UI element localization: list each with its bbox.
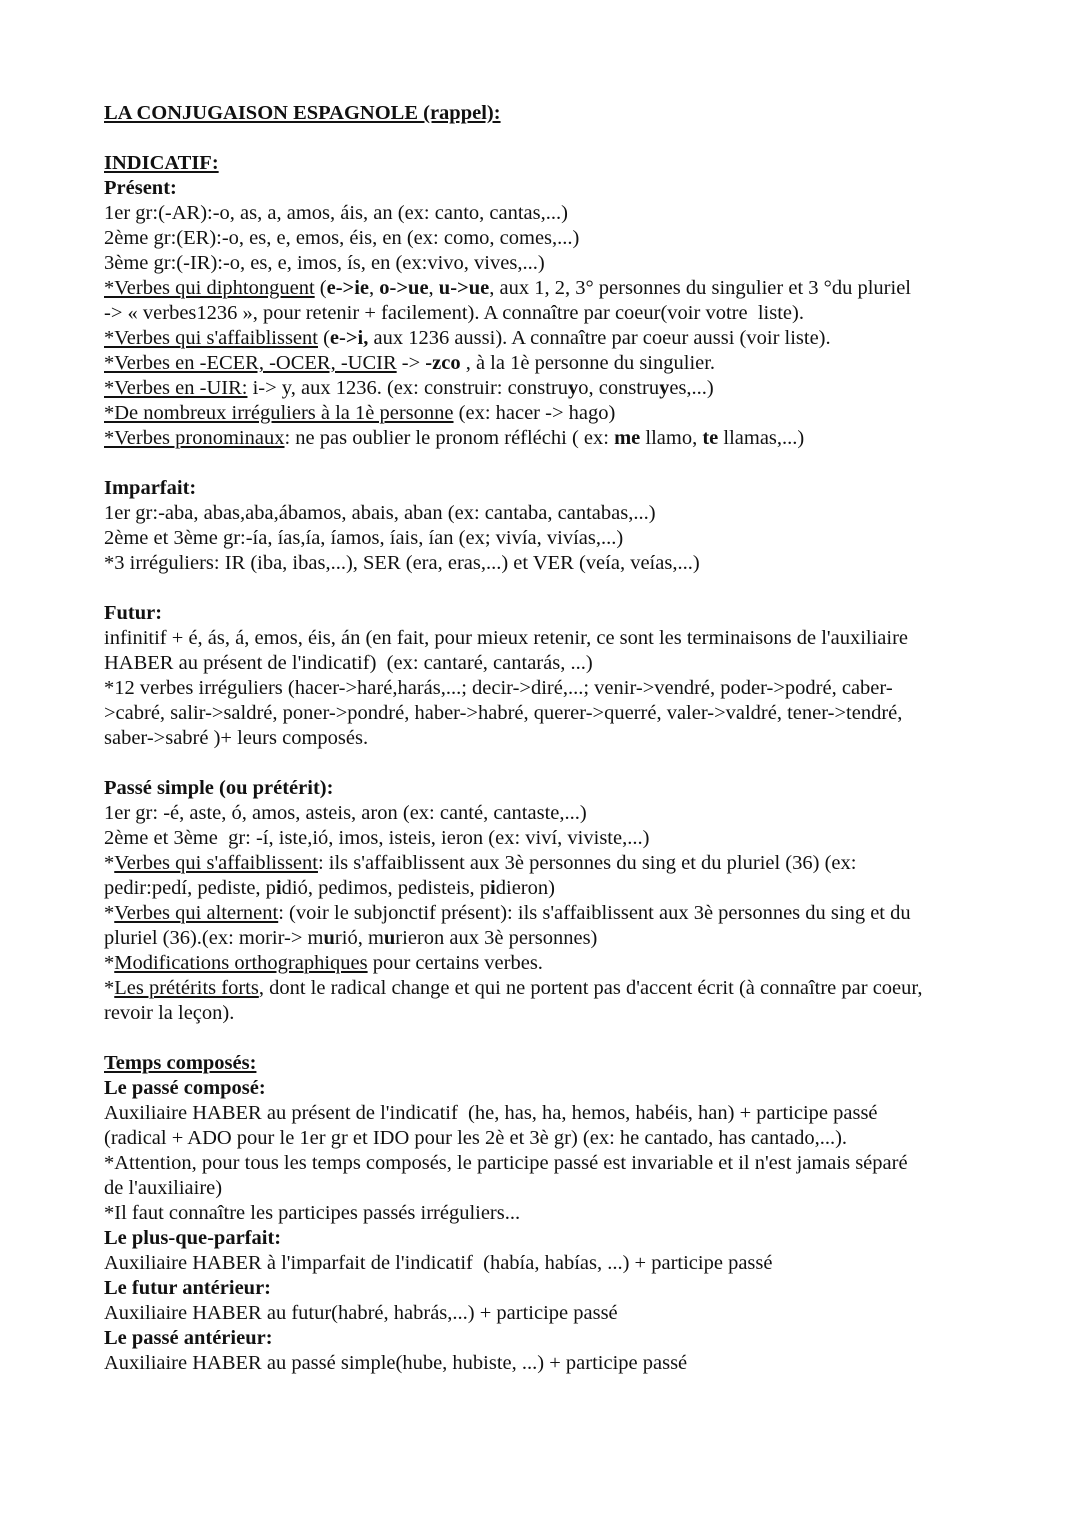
ps-weaken-label: Verbes qui s'affaiblissent <box>114 852 318 874</box>
ps-alternate-label: Verbes qui alternent <box>114 902 279 924</box>
passe-compose-heading: Le passé composé: <box>104 1077 266 1099</box>
present-weaken-line: *Verbes qui s'affaiblissent (e->i, aux 1236 aussi). A connaître par coeur aussi (voir liste). <box>104 327 831 349</box>
present-diphthong-line-2: -> « verbes1236 », pour retenir + facilement). A connaître par coeur(voir votre liste). <box>104 302 804 324</box>
plus-que-parfait-heading: Le plus-que-parfait: <box>104 1227 282 1249</box>
temps-composes-heading: Temps composés: <box>104 1052 257 1074</box>
passe-simple-weaken-line-2: pedir:pedí, pediste, pidió, pedimos, pedisteis, pidieron) <box>104 877 555 899</box>
passe-simple-heading: Passé simple (ou prétérit): <box>104 777 334 799</box>
futur-line-3: *12 verbes irréguliers (hacer->haré,harás,...; decir->diré,...; venir->vendré, poder->podré, caber- <box>104 677 893 699</box>
present-diphthong-line: *Verbes qui diphtonguent (e->ie, o->ue, u->ue, aux 1, 2, 3° personnes du singulier et 3 °du pluriel <box>104 277 911 299</box>
weaken-label: *Verbes qui s'affaiblissent <box>104 327 318 349</box>
plus-que-parfait-line-1: Auxiliaire HABER à l'imparfait de l'indicatif (había, habías, ...) + participe passé <box>104 1252 773 1274</box>
passe-compose-line-3: *Attention, pour tous les temps composés, le participe passé est invariable et il n'est jamais séparé <box>104 1152 908 1174</box>
passe-compose-line-1: Auxiliaire HABER au présent de l'indicatif (he, has, ha, hemos, habéis, han) + participe passé <box>104 1102 878 1124</box>
passe-simple-ortho-line: *Modifications orthographiques pour certains verbes. <box>104 952 543 974</box>
passe-simple-strong-line-2: revoir la leçon). <box>104 1002 235 1024</box>
present-uir-line: *Verbes en -UIR: i-> y, aux 1236. (ex: construir: construyo, construyes,...) <box>104 377 714 399</box>
present-line-3: 3ème gr:(-IR):-o, es, e, imos, ís, en (ex:vivo, vives,...) <box>104 252 545 274</box>
passe-compose-line-4: de l'auxiliaire) <box>104 1177 223 1199</box>
passe-anterieur-line-1: Auxiliaire HABER au passé simple(hube, hubiste, ...) + participe passé <box>104 1352 688 1374</box>
futur-line-2: HABER au présent de l'indicatif) (ex: cantaré, cantarás, ...) <box>104 652 593 674</box>
present-pronominal-line: *Verbes pronominaux: ne pas oublier le pronom réfléchi ( ex: me llamo, te llamas,...) <box>104 427 805 449</box>
imparfait-line-2: 2ème et 3ème gr:-ía, ías,ía, íamos, íais, ían (ex; vivía, vivías,...) <box>104 527 624 549</box>
indicatif-heading: INDICATIF: <box>104 152 219 174</box>
passe-compose-line-5: *Il faut connaître les participes passés irréguliers... <box>104 1202 521 1224</box>
present-irregular-line: *De nombreux irréguliers à la 1è personne (ex: hacer -> hago) <box>104 402 616 424</box>
passe-simple-strong-line: *Les prétérits forts, dont le radical change et qui ne portent pas d'accent écrit (à connaître par coeur, <box>104 977 923 999</box>
page-title: LA CONJUGAISON ESPAGNOLE (rappel): <box>104 102 501 124</box>
passe-simple-alternate-line: *Verbes qui alternent: (voir le subjonctif présent): ils s'affaiblissent aux 3è personnes du sing et du <box>104 902 911 924</box>
futur-line-5: saber->sabré )+ leurs composés. <box>104 727 369 749</box>
present-line-1: 1er gr:(-AR):-o, as, a, amos, áis, an (ex: canto, cantas,...) <box>104 202 568 224</box>
passe-simple-line-2: 2ème et 3ème gr: -í, iste,ió, imos, isteis, ieron (ex: viví, viviste,...) <box>104 827 650 849</box>
futur-anterieur-line-1: Auxiliaire HABER au futur(habré, habrás,...) + participe passé <box>104 1302 618 1324</box>
diphthong-label: *Verbes qui diphtonguent <box>104 277 315 299</box>
futur-anterieur-heading: Le futur antérieur: <box>104 1277 272 1299</box>
uir-label: *Verbes en -UIR: <box>104 377 248 399</box>
imparfait-heading: Imparfait: <box>104 477 197 499</box>
ps-strong-label: Les prétérits forts <box>114 977 259 999</box>
futur-line-4: >cabré, salir->saldré, poner->pondré, haber->habré, querer->querré, valer->valdré, tener->tendré, <box>104 702 903 724</box>
futur-line-1: infinitif + é, ás, á, emos, éis, án (en fait, pour mieux retenir, ce sont les terminaisons de l'auxiliaire <box>104 627 909 649</box>
ecer-label: *Verbes en -ECER, -OCER, -UCIR <box>104 352 397 374</box>
present-ecer-line: *Verbes en -ECER, -OCER, -UCIR -> -zco , à la 1è personne du singulier. <box>104 352 716 374</box>
futur-heading: Futur: <box>104 602 163 624</box>
passe-anterieur-heading: Le passé antérieur: <box>104 1327 273 1349</box>
present-line-2: 2ème gr:(ER):-o, es, e, emos, éis, en (ex: como, comes,...) <box>104 227 580 249</box>
imparfait-line-1: 1er gr:-aba, abas,aba,ábamos, abais, aban (ex: cantaba, cantabas,...) <box>104 502 656 524</box>
ps-ortho-label: Modifications orthographiques <box>114 952 368 974</box>
passe-simple-weaken-line: *Verbes qui s'affaiblissent: ils s'affaiblissent aux 3è personnes du sing et du pluriel (36) (ex: <box>104 852 857 874</box>
passe-compose-line-2: (radical + ADO pour le 1er gr et IDO pour les 2è et 3è gr) (ex: he cantado, has cantado,...). <box>104 1127 848 1149</box>
present-heading: Présent: <box>104 177 177 199</box>
passe-simple-alternate-line-2: pluriel (36).(ex: morir-> murió, murieron aux 3è personnes) <box>104 927 598 949</box>
passe-simple-line-1: 1er gr: -é, aste, ó, amos, asteis, aron (ex: canté, cantaste,...) <box>104 802 587 824</box>
pronominal-label: *Verbes pronominaux <box>104 427 285 449</box>
imparfait-line-3: *3 irréguliers: IR (iba, ibas,...), SER (era, eras,...) et VER (veía, veías,...) <box>104 552 700 574</box>
irregular-label: *De nombreux irréguliers à la 1è personne <box>104 402 454 424</box>
